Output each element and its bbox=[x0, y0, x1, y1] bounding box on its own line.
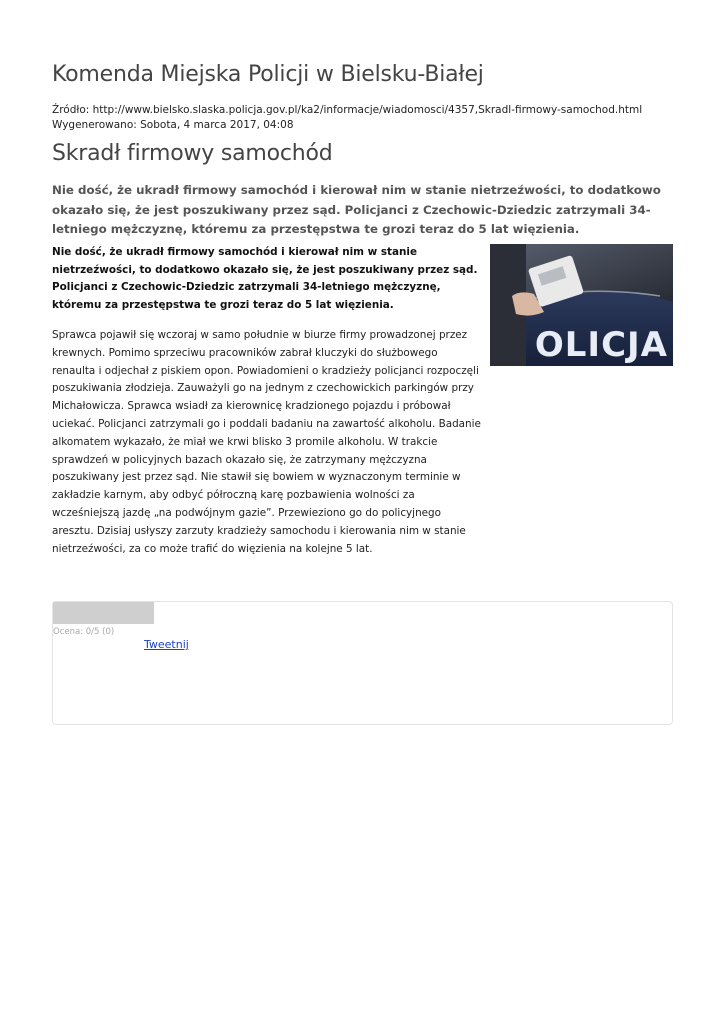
source-url: Źródło: http://www.bielsko.slaska.policja.gov.pl/ka2/informacje/wiadomosci/4357,Skradl-firmowy-samochod.html bbox=[52, 104, 643, 116]
police-car-photo bbox=[490, 244, 673, 366]
article-photo bbox=[490, 244, 673, 366]
site-title: Komenda Miejska Policji w Bielsku-Białej bbox=[52, 62, 484, 87]
article-title: Skradł firmowy samochód bbox=[52, 141, 333, 166]
article-body: Sprawca pojawił się wczoraj w samo południe w biurze firmy prowadzonej przez krewnych. Pomimo sprzeciwu pracowników zabrał kluczyki do służbowego renaulta i odjechał z piskiem opon. Powiadomieni o kradzieży policjanci rozpoczęli poszukiwania złodzieja. Zauważyli go na jednym z czechowickich parkingów przy Michałowicza. Sprawca wsiadł za kierownicę kradzionego pojazdu i próbował uciekać. Policjanci zatrzymali go i poddali badaniu na zawartość alkoholu. Badanie alkomatem wykazało, że miał we krwi blisko 3 promile alkoholu. W trakcie sprawdzeń w policyjnych bazach okazało się, że zatrzymany mężczyzna poszukiwany jest przez sąd. Nie stawił się bowiem w wyznaczonym terminie w zakładzie karnym, aby odbyć półroczną karę pozbawienia wolności za wcześniejszą jazdę „na podwójnym gazie”. Przewieziono go do policyjnego aresztu. Dzisiaj usłyszy zarzuty kradzieży samochodu i kierowania nim w stanie nietrzeźwości, za co może trafić do więzienia na kolejne 5 lat. bbox=[52, 329, 481, 555]
meta-info bbox=[52, 103, 642, 132]
article-lead: Nie dość, że ukradł firmowy samochód i kierował nim w stanie nietrzeźwości, to dodatkowo okazało się, że jest poszukiwany przez sąd. Policjanci z Czechowic-Dziedzic zatrzymali 34-letniego mężczyznę, któremu za przestępstwa te grozi teraz do 5 lat więzienia. bbox=[52, 183, 661, 236]
article-intro: Nie dość, że ukradł firmowy samochód i kierował nim w stanie nietrzeźwości, to dodatkowo okazało się, że jest poszukiwany przez sąd. Policjanci z Czechowic-Dziedzic zatrzymali 34-letniego mężczyznę, któremu za przestępstwa te grozi teraz do 5 lat więzienia. bbox=[52, 246, 478, 311]
rating-panel bbox=[52, 601, 673, 725]
generated-date: Wygenerowano: Sobota, 4 marca 2017, 04:08 bbox=[52, 118, 294, 131]
tweet-link[interactable]: Tweetnij bbox=[144, 638, 189, 651]
rating-label: Ocena: 0/5 (0) bbox=[53, 627, 115, 637]
police-lettering: OLICJA bbox=[534, 325, 668, 365]
rating-stars[interactable] bbox=[53, 602, 154, 624]
